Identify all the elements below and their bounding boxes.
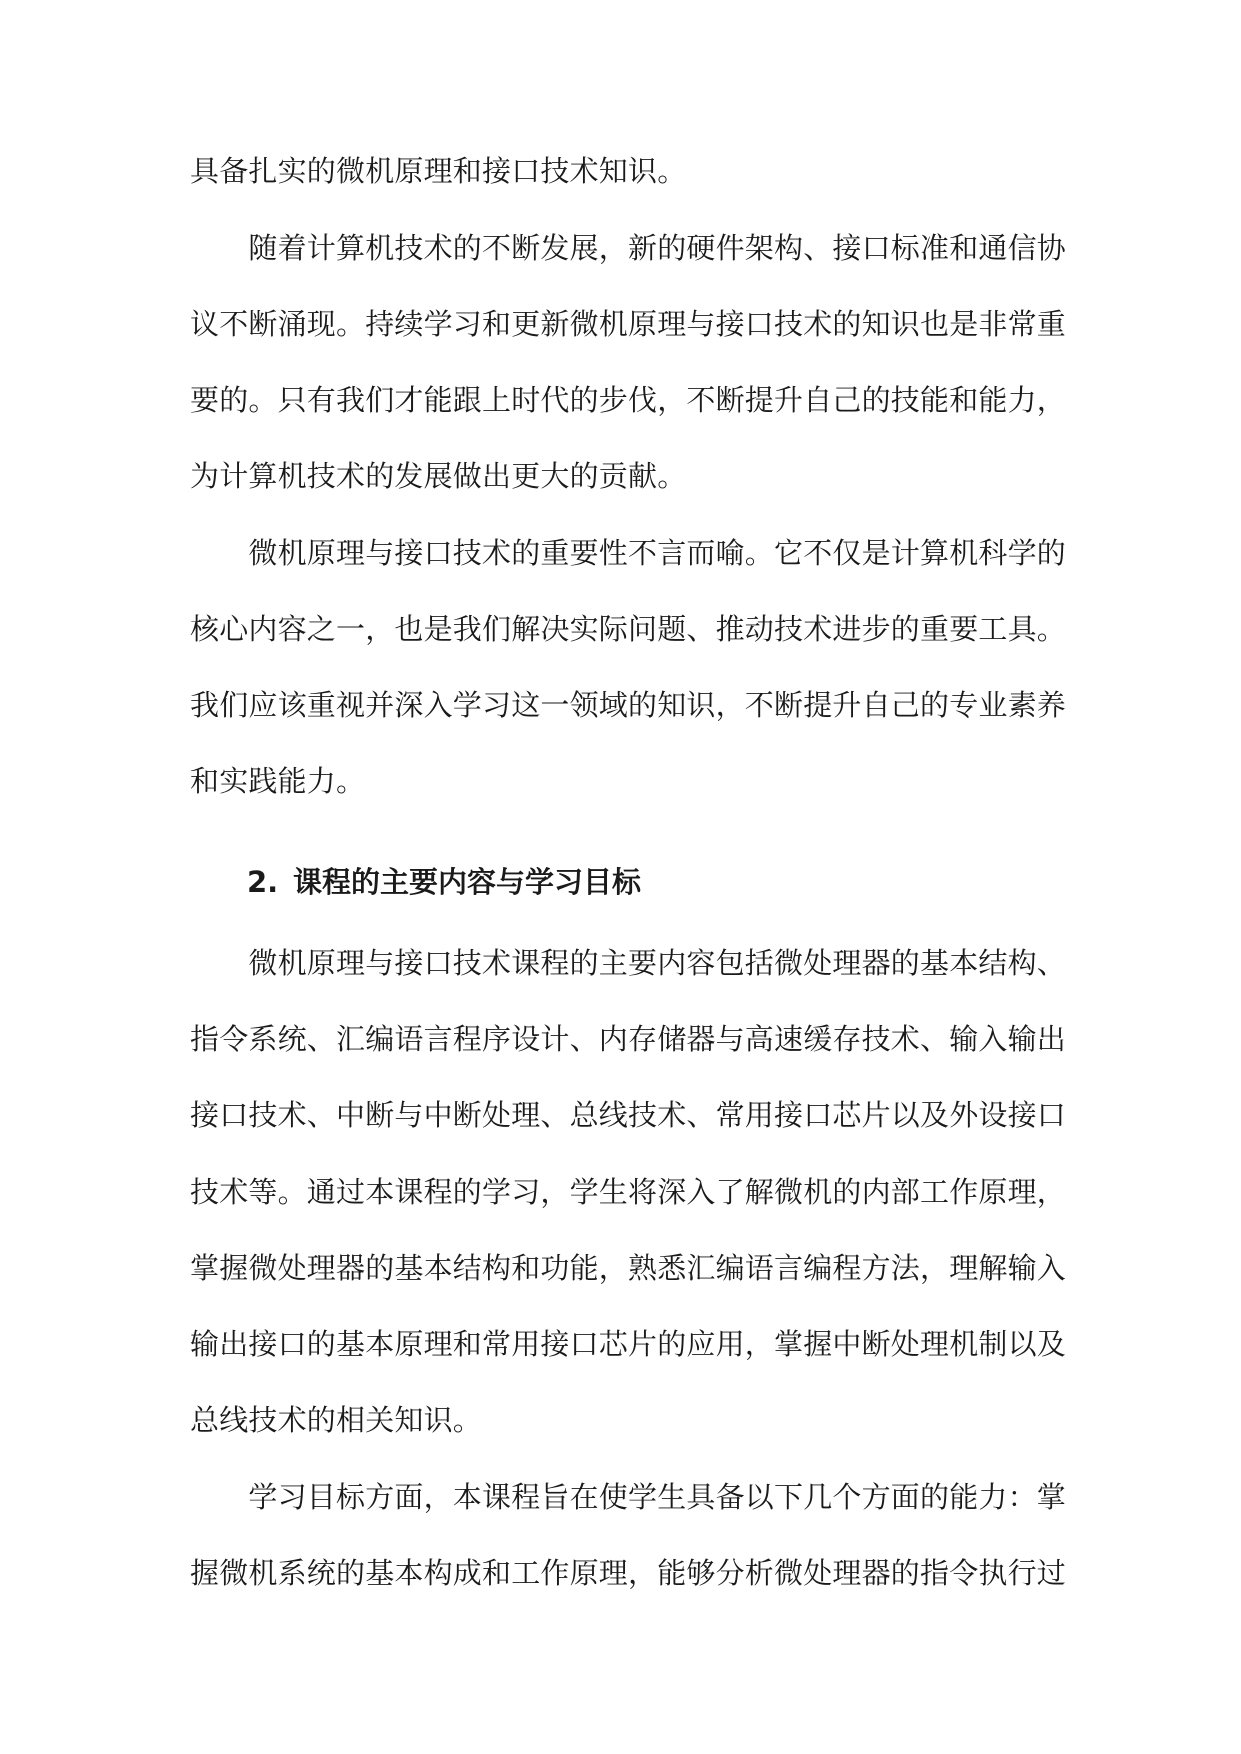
paragraph-line: 微机原理与接口技术课程的主要内容包括微处理器的基本结构、 bbox=[190, 946, 1067, 980]
section-number: 2. bbox=[247, 865, 279, 899]
paragraph-line: 为计算机技术的发展做出更大的贡献。 bbox=[190, 459, 687, 493]
paragraph-line: 接口技术、中断与中断处理、总线技术、常用接口芯片以及外设接口 bbox=[190, 1098, 1067, 1132]
paragraph-line: 微机原理与接口技术的重要性不言而喻。它不仅是计算机科学的 bbox=[190, 536, 1067, 570]
paragraph-line: 随着计算机技术的不断发展，新的硬件架构、接口标准和通信协 bbox=[190, 231, 1067, 265]
paragraph-line: 具备扎实的微机原理和接口技术知识。 bbox=[190, 154, 687, 188]
paragraph-line: 核心内容之一，也是我们解决实际问题、推动技术进步的重要工具。 bbox=[190, 612, 1067, 646]
paragraph-line: 握微机系统的基本构成和工作原理，能够分析微处理器的指令执行过 bbox=[190, 1556, 1067, 1590]
paragraph-line: 学习目标方面，本课程旨在使学生具备以下几个方面的能力：掌 bbox=[190, 1480, 1067, 1514]
paragraph-line: 掌握微处理器的基本结构和功能，熟悉汇编语言编程方法，理解输入 bbox=[190, 1251, 1067, 1285]
paragraph-line: 指令系统、汇编语言程序设计、内存储器与高速缓存技术、输入输出 bbox=[190, 1022, 1067, 1056]
paragraph-line: 要的。只有我们才能跟上时代的步伐，不断提升自己的技能和能力， bbox=[190, 383, 1067, 417]
paragraph-line: 输出接口的基本原理和常用接口芯片的应用，掌握中断处理机制以及 bbox=[190, 1327, 1067, 1361]
section-heading bbox=[247, 862, 641, 902]
paragraph-line: 和实践能力。 bbox=[190, 764, 366, 798]
paragraph-line: 我们应该重视并深入学习这一领域的知识，不断提升自己的专业素养 bbox=[190, 688, 1067, 722]
paragraph-line: 总线技术的相关知识。 bbox=[190, 1403, 483, 1437]
paragraph-line: 议不断涌现。持续学习和更新微机原理与接口技术的知识也是非常重 bbox=[190, 307, 1067, 341]
paragraph-line: 技术等。通过本课程的学习，学生将深入了解微机的内部工作原理， bbox=[190, 1175, 1067, 1209]
section-title: 课程的主要内容与学习目标 bbox=[293, 865, 642, 899]
